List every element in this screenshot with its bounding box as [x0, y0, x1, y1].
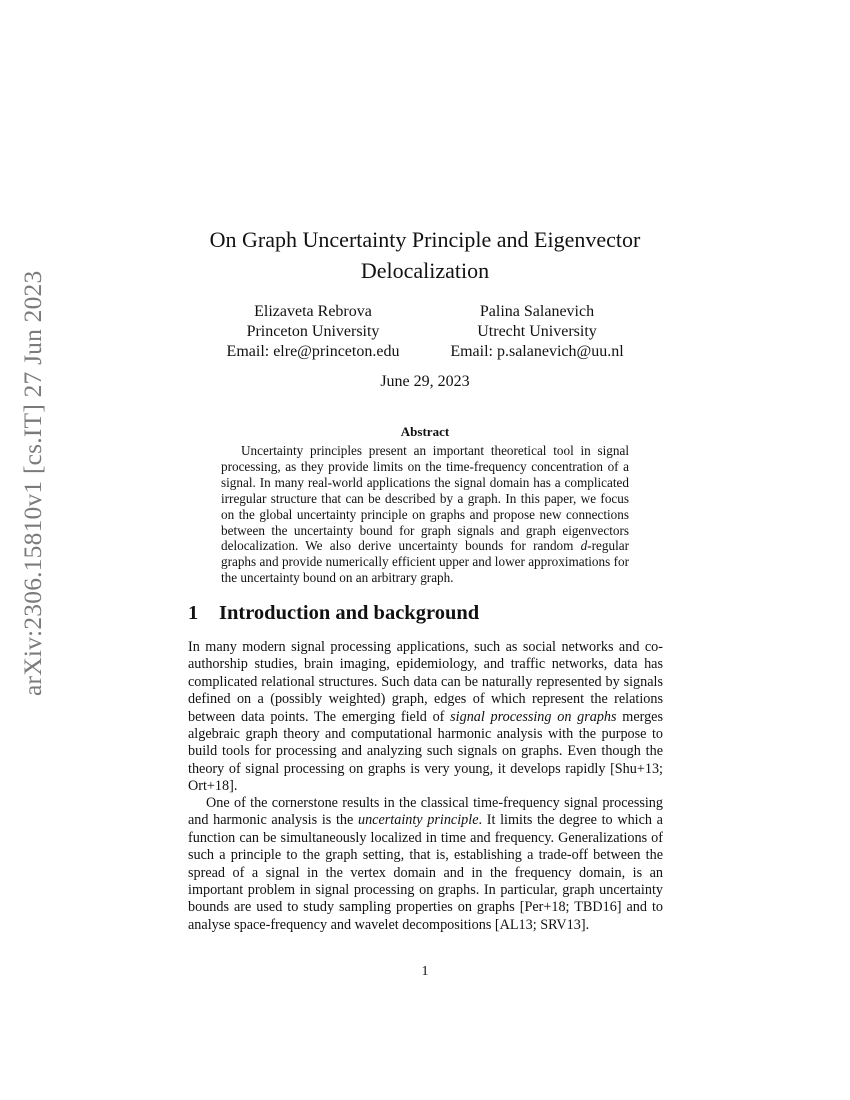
author-name: Palina Salanevich [479, 303, 595, 320]
author-block-2 [437, 302, 637, 362]
paragraph-text-continued: . It limits the degree to which a function can be simultaneously localized in time and frequency. Generalizations of such a principle to the graph setting, that is, establishing a trade-off between the spread of a signal in the vertex domain and in the frequency domain, is an important problem in signal processing on graphs. In particular, graph uncertainty bounds are used to study sampling properties on graphs [Per+18; TBD16] and to analyse space-frequency and wavelet decompositions [AL13; SRV13]. [188, 812, 663, 933]
paragraph-text-continued: merges algebraic graph theory and computational harmonic analysis with the purpose to build tools for processing and analyzing such signals on graphs. Even though the theory of signal processing on graphs is very young, it develops rapidly [Shu+13; Ort+18]. [188, 708, 663, 795]
section-title: Introduction and background [219, 602, 480, 624]
paper-title: On Graph Uncertainty Principle and Eigenvector Delocalization [209, 227, 641, 283]
abstract-heading: Abstract [400, 424, 450, 439]
author-affiliation: Princeton University [246, 323, 380, 340]
section-heading [188, 602, 668, 625]
abstract-text-continued: -regular graphs and provide numerically efficient upper and lower approximations for the uncertainty bound on an arbitrary graph. [221, 538, 629, 586]
author-affiliation: Utrecht University [477, 323, 597, 340]
body-paragraph-2 [188, 795, 663, 934]
abstract-italic-d: d [580, 538, 588, 554]
abstract-body [221, 443, 629, 586]
author-block-1 [213, 302, 413, 362]
paragraph-italic-term: uncertainty principle [357, 812, 479, 829]
paragraph-text: One of the cornerstone results in the classical time-frequency signal processing and harmonic analysis is the [188, 795, 663, 829]
section-number: 1 [188, 602, 199, 624]
paragraph-italic-term: signal processing on graphs [450, 708, 617, 725]
author-email: Email: elre@princeton.edu [226, 343, 400, 360]
paragraph-text: In many modern signal processing applications, such as social networks and co-authorship studies, brain imaging, epidemiology, and traffic networks, data has complicated relational structures. Such data can be naturally represented by signals defined on a (possibly weighted) graph, edges of which represent the relations between data points. The emerging field of [188, 639, 663, 725]
paper-date: June 29, 2023 [380, 373, 470, 390]
arxiv-identifier-stamp: arXiv:2306.15810v1 [cs.IT] 27 Jun 2023 [18, 270, 47, 696]
author-email: Email: p.salanevich@uu.nl [450, 343, 624, 360]
author-name: Elizaveta Rebrova [254, 303, 372, 320]
page-number: 1 [421, 964, 429, 979]
abstract-text: Uncertainty principles present an important theoretical tool in signal processing, as they provide limits on the time-frequency concentration of a signal. In many real-world applications the signal domain has a complicated irregular structure that can be described by a graph. In this paper, we focus on the global uncertainty principle on graphs and propose new connections between the uncertainty bound for graph signals and graph eigenvectors delocalization. We also derive uncertainty bounds for random [221, 443, 629, 554]
body-paragraph-1 [188, 639, 663, 796]
